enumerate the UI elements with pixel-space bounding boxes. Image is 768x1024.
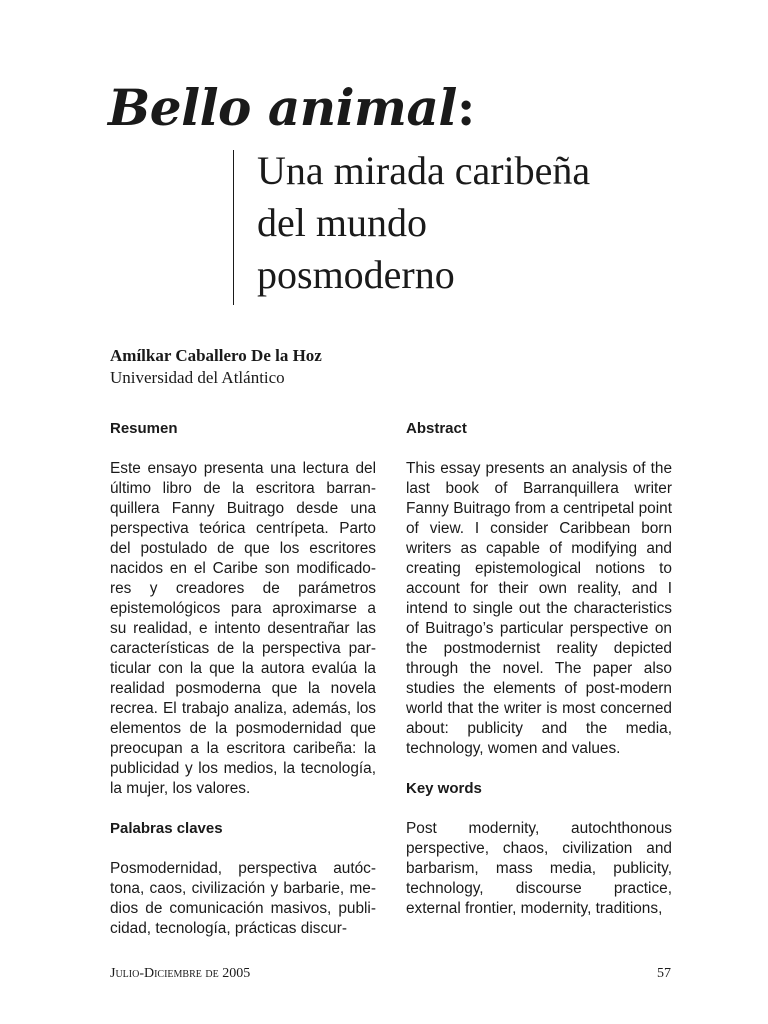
resumen-heading: Resumen <box>110 420 178 437</box>
issue-date: Julio-Diciembre de 2005 <box>110 966 251 981</box>
author-affiliation: Universidad del Atlántico <box>110 368 285 387</box>
abstract-body: This essay presents an analysis of the last book of Barranquillera writer Fanny Buitrago from a centripetal point of view. I consider Caribbean born writers as capable of modifying and creating epistemological notions to account for their own reality, and I intend to single out the characteristics of Buitrago’s particular perspective on the postmodernist reality depicted through the novel. The paper also studies the elements of post-modern world that the writer is most concerned about: publicity and the media, technology, women and values. <box>406 460 672 757</box>
abstract-heading: Abstract <box>406 420 467 437</box>
subtitle-line: del mundo <box>257 200 427 245</box>
palabras-claves-heading: Palabras claves <box>110 820 223 837</box>
subtitle-divider <box>233 150 234 305</box>
article-subtitle <box>257 145 697 301</box>
author-name: Amílkar Caballero De la Hoz <box>110 346 322 365</box>
title-colon: : <box>456 78 475 137</box>
palabras-claves-text: Posmodernidad, perspectiva autóctona, caos, civilización y barbarie, medios de comunicación masivos, publicidad, tecnología, prácticas discur- <box>110 860 376 937</box>
title-main-text: Bello animal <box>108 78 457 137</box>
article-title <box>108 80 475 135</box>
subtitle-line: Una mirada caribeña <box>257 148 591 193</box>
abstract-column <box>406 419 672 939</box>
key-words-text: Post modernity, autochthonous perspective, chaos, civilization and barbarism, mass media, publicity, technology, discourse practice, external frontier, modernity, traditions, <box>406 820 672 917</box>
key-words-heading: Key words <box>406 780 482 797</box>
resumen-body: Este ensayo presenta una lectura del último libro de la escritora barranquillera Fanny Buitrago desde una perspectiva teórica centrípeta. Parto del postulado de que los escritores nacidos en el Caribe son modificadores y creadores de parámetros epistemológicos para aproximarse a su realidad, e intento desentrañar las características de la perspectiva particular con la que la autora evalúa la realidad posmoderna que la novela recrea. El trabajo analiza, además, los elementos de la posmodernidad que preocupan a la escritora caribeña: la publicidad y los medios, la tecnología, la mujer, los valores. <box>110 460 376 797</box>
subtitle-line: posmoderno <box>257 252 455 297</box>
resumen-column <box>110 419 376 959</box>
page-number: 57 <box>657 966 671 981</box>
